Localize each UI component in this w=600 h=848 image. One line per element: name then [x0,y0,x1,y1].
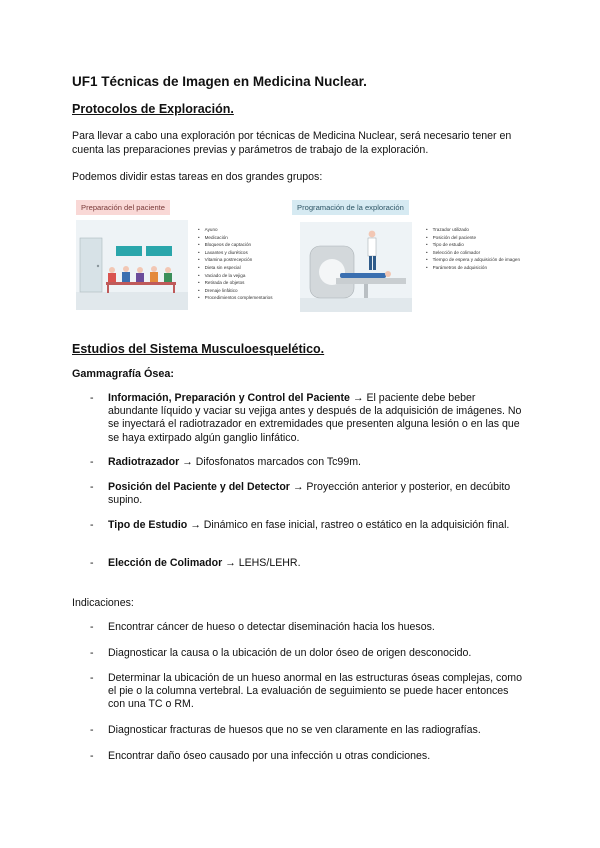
indications-label: Indicaciones: [72,597,134,609]
item-bold: Información, Preparación y Control del Paciente [108,392,350,404]
item-arrow: → [187,519,204,531]
intro-paragraph: Para llevar a cabo una exploración por técnicas de Medicina Nuclear, será necesario tener en cuenta las preparaciones previas y parámetros de trabajo de la exploración. [72,130,512,156]
preparation-item: • Bloqueos de captación [198,241,273,249]
indication-text: Encontrar cáncer de hueso o detectar diseminación hacia los huesos. [108,621,435,633]
item-arrow: → [222,557,239,569]
preparation-item: • Laxantes y diuréticos [198,249,273,257]
item-bold: Elección de Colimador [108,557,223,569]
dash: - [90,392,94,404]
preparation-item: • Vaciado de la vejiga [198,272,273,280]
preparation-item: • Drenaje linfático [198,287,273,295]
subheading-gammagrafia: Gammagrafía Ósea: [72,368,175,380]
scanner-illustration [300,222,412,312]
item-arrow: → [349,392,367,404]
preparation-label: Preparación del paciente [76,200,170,215]
dash: - [90,456,94,468]
programming-item: • Posición del paciente [426,234,532,242]
dash: - [90,750,94,762]
programming-item: • Trazador utilizado [426,226,532,234]
preparation-item: • Vitamina postrecepción [198,256,273,264]
programming-item: • Tiempo de espera y adquisición de imagen [426,256,532,264]
section-heading-musculoesqueletico: Estudios del Sistema Musculoesquelético. [72,342,325,356]
document-title: UF1 Técnicas de Imagen en Medicina Nuclear. [72,74,367,89]
item-bold: Radiotrazador [108,456,180,468]
protocol-figure [72,196,532,318]
preparation-item: • Retirada de objetos [198,279,273,287]
item-arrow: → [179,456,196,468]
item-text: Dinámico en fase inicial, rastreo o estático en la adquisición final. [203,519,510,531]
preparation-item: • Ayuno [198,226,273,234]
programming-item: • Selección de colimador [426,249,532,257]
programming-list [426,226,532,272]
dash: - [90,672,94,684]
programming-label: Programación de la exploración [292,200,409,215]
item-arrow: → [289,481,307,493]
preparation-item: • Procedimientos complementarios [198,294,273,302]
programming-item: • Tipo de estudio [426,241,532,249]
item-text: LEHS/LEHR. [238,557,301,569]
item-text: Proyección anterior y posterior, en decúbito supino. [108,481,511,507]
item-text: Difosfonatos marcados con Tc99m. [195,456,361,468]
item-text: El paciente debe beber abundante líquido y vaciar su vejiga antes y después de la adquisición de imágenes. No se inyectará el radiotrazador en extremidades que presenten alguna lesión o en las que se haya extirpado algún ganglio linfático. [108,392,522,444]
indication-text: Determinar la ubicación de un hueso anormal en las estructuras óseas complejas, como el pie o la columna vertebral. La evaluación de seguimiento se puede hacer entonces con una TC o RM. [108,672,522,711]
programming-item: • Parámetros de adquisición [426,264,532,272]
item-bold: Tipo de Estudio [108,519,188,531]
indication-text: Diagnosticar fracturas de huesos que no se ven claramente en las radiografías. [108,724,481,736]
dash: - [90,621,94,633]
dash: - [90,519,94,531]
item-bold: Posición del Paciente y del Detector [108,481,290,493]
dash: - [90,557,94,569]
preparation-item: • Medicación [198,234,273,242]
section-heading-protocolos: Protocolos de Exploración. [72,102,234,116]
waiting-room-illustration [76,220,188,310]
dash: - [90,724,94,736]
indication-text: Encontrar daño óseo causado por una infección u otras condiciones. [108,750,431,762]
dash: - [90,647,94,659]
indication-text: Diagnosticar la causa o la ubicación de un dolor óseo de origen desconocido. [108,647,472,659]
groups-paragraph: Podemos dividir estas tareas en dos grandes grupos: [72,171,323,183]
preparation-list [198,226,273,302]
preparation-item: • Dieta sin especial [198,264,273,272]
dash: - [90,481,94,493]
